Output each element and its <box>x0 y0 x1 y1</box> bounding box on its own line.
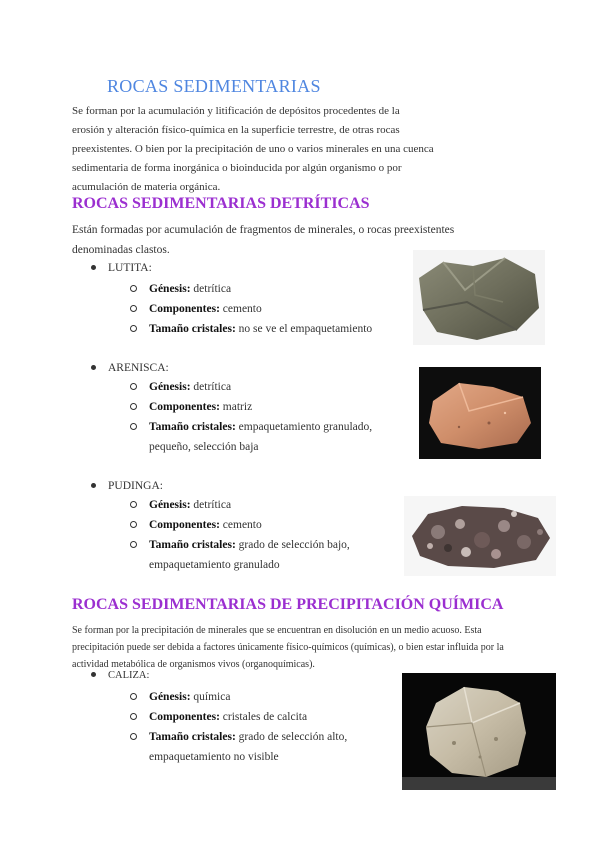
pudinga-photo <box>404 496 556 576</box>
detail-tamano-cont: empaquetamiento granulado <box>149 559 280 571</box>
section-heading-detriticas: ROCAS SEDIMENTARIAS DETRÍTICAS <box>72 195 370 212</box>
description-line: denominadas clastos. <box>72 244 170 256</box>
intro-line: sedimentaria de forma inorgánica o bioinducida por algún organismo o por <box>72 162 402 174</box>
detriticas-description <box>72 220 454 260</box>
rock-name: CALIZA: <box>108 670 150 681</box>
caliza-photo <box>402 673 556 790</box>
lutita-photo <box>413 250 545 345</box>
bullet-dot <box>91 483 96 488</box>
detail-componentes: Componentes: cristales de calcita <box>130 707 347 727</box>
rock-item-arenisca <box>91 362 169 374</box>
intro-line: acumulación de materia orgánica. <box>72 181 221 193</box>
detail-tamano-cont: empaquetamiento no visible <box>149 751 279 763</box>
detail-tamano-cont: pequeño, selección baja <box>149 441 259 453</box>
quimica-description <box>72 622 504 673</box>
intro-paragraph <box>72 102 434 197</box>
description-line: actividad metabólica de organismos vivos (organoquímicas). <box>72 659 315 670</box>
arenisca-photo <box>419 367 541 459</box>
description-line: precipitación puede ser debida a factores únicamente físico-químicos (químicas), o bien estar influida por la <box>72 642 504 653</box>
rock-name: LUTITA: <box>108 262 152 274</box>
rock-item-caliza <box>91 670 149 681</box>
page-title: ROCAS SEDIMENTARIAS <box>107 76 321 96</box>
intro-line: preexistentes. O bien por la precipitación de uno o varios minerales en una cuenca <box>72 143 434 155</box>
section-heading-quimica: ROCAS SEDIMENTARIAS DE PRECIPITACIÓN QUÍMICA <box>72 596 504 613</box>
bullet-dot <box>91 672 96 677</box>
rock-item-lutita <box>91 262 152 274</box>
intro-line: Se forman por la acumulación y litificación de depósitos procedentes de la <box>72 105 400 117</box>
detail-componentes: Componentes: matriz <box>130 397 372 417</box>
rock-details-lutita <box>130 279 372 339</box>
rock-name: PUDINGA: <box>108 480 163 492</box>
bullet-dot <box>91 365 96 370</box>
rock-item-pudinga <box>91 480 163 492</box>
description-line: Se forman por la precipitación de minerales que se encuentran en disolución en un medio acuoso. Esta <box>72 625 482 636</box>
detail-tamano: Tamaño cristales: grado de selección alto, <box>130 727 347 747</box>
intro-line: erosión y alteración físico-química en la superficie terrestre, de otras rocas <box>72 124 400 136</box>
rock-details-caliza <box>130 687 347 767</box>
rock-name: ARENISCA: <box>108 362 169 374</box>
detail-genesis: Génesis: química <box>130 687 347 707</box>
detail-componentes: Componentes: cemento <box>130 299 372 319</box>
detail-tamano: Tamaño cristales: grado de selección bajo, <box>130 535 350 555</box>
detail-tamano: Tamaño cristales: no se ve el empaquetamiento <box>130 319 372 339</box>
detail-genesis: Génesis: detrítica <box>130 495 350 515</box>
detail-componentes: Componentes: cemento <box>130 515 350 535</box>
description-line: Están formadas por acumulación de fragmentos de minerales, o rocas preexistentes <box>72 224 455 236</box>
rock-details-arenisca <box>130 377 372 457</box>
bullet-dot <box>91 265 96 270</box>
rock-details-pudinga <box>130 495 350 575</box>
detail-tamano: Tamaño cristales: empaquetamiento granulado, <box>130 417 372 437</box>
detail-genesis: Génesis: detrítica <box>130 279 372 299</box>
detail-genesis: Génesis: detrítica <box>130 377 372 397</box>
